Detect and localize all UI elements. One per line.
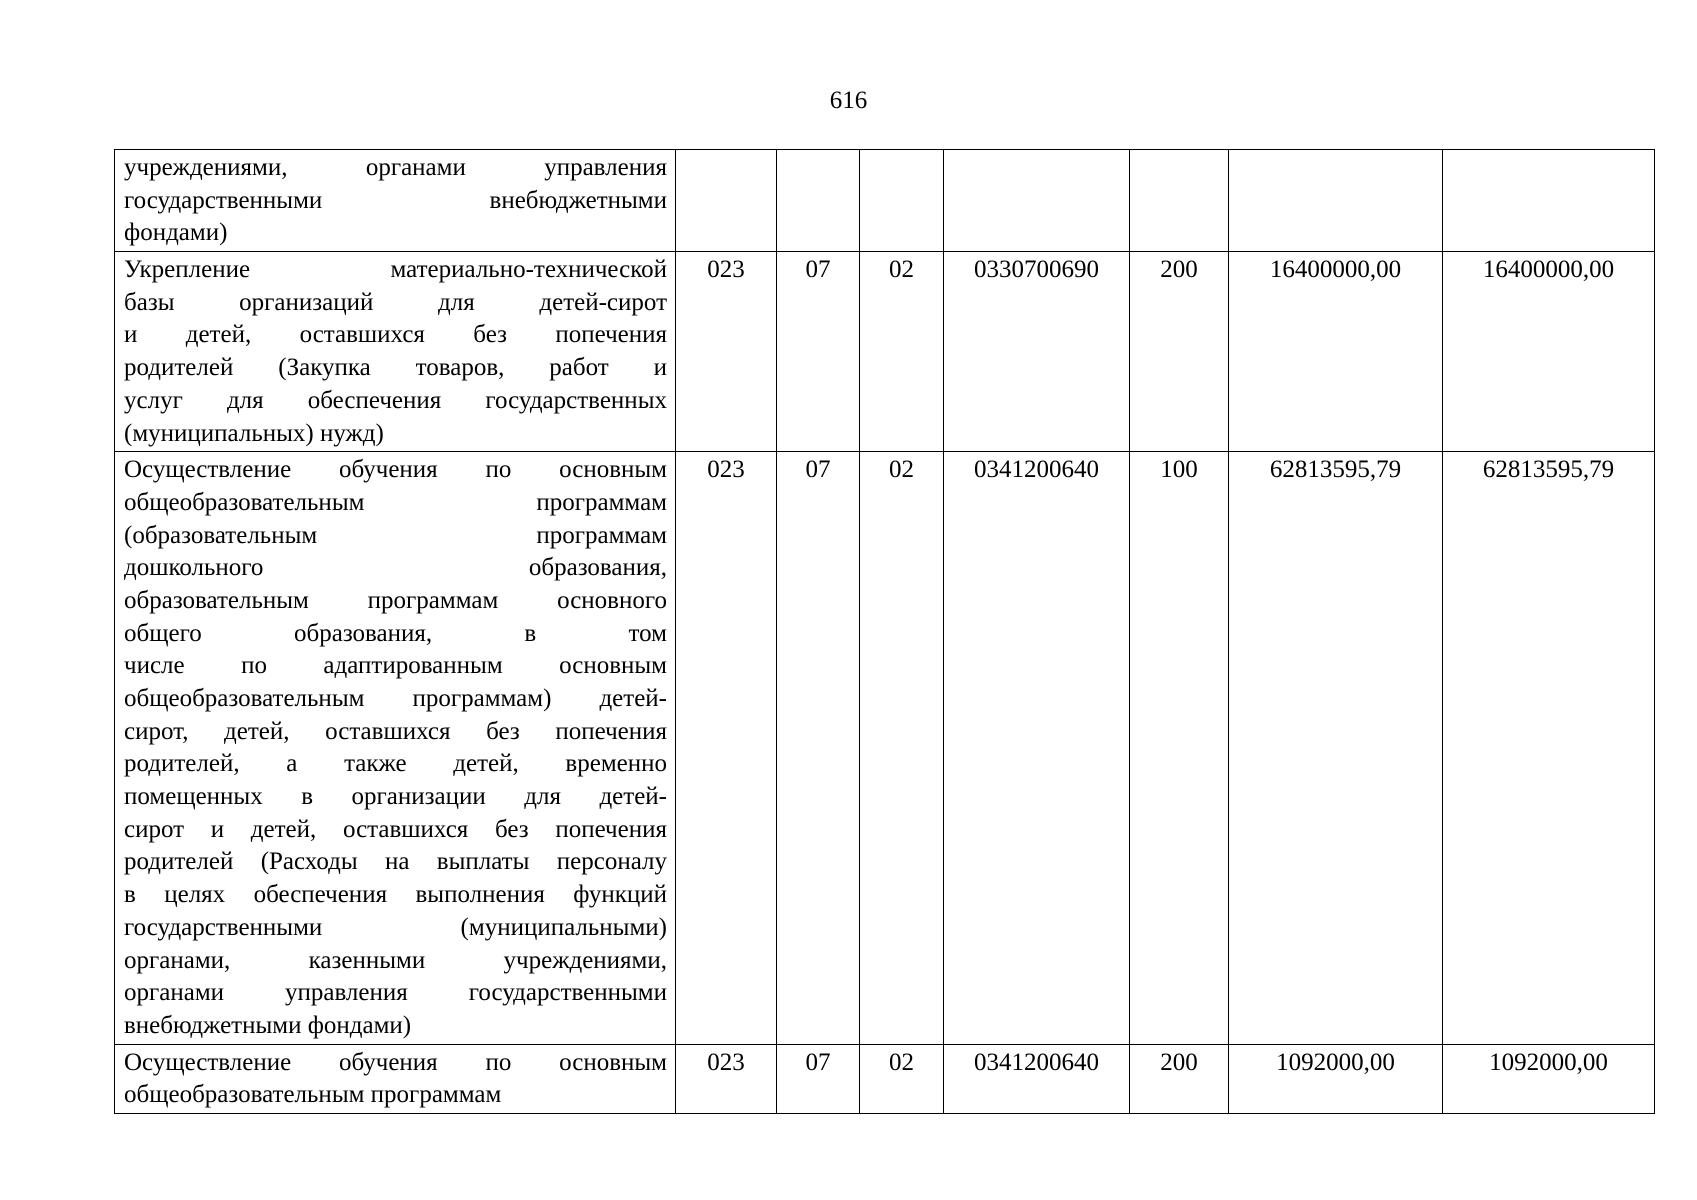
description-line: государственными внебюджетными (124, 186, 667, 214)
description-line: (муниципальных) нужд) (124, 419, 384, 447)
description-line: родителей (Закупка товаров, работ и (124, 354, 667, 382)
expense-description-cell (115, 452, 676, 1044)
description-line: органами управления государственными (124, 979, 667, 1007)
description-line: дошкольного образования, (124, 554, 667, 582)
description-line: базы организаций для детей-сирот (124, 288, 667, 316)
description-line: числе по адаптированным основным (124, 652, 667, 680)
description-line: Осуществление обучения по основным (124, 1048, 667, 1076)
budget-table (114, 149, 1655, 1114)
table-row (115, 452, 1655, 1044)
page-number: 616 (829, 87, 868, 114)
grbs-code-cell (676, 150, 777, 252)
expense-description-cell (115, 1044, 676, 1113)
section-code-cell: 07 (777, 452, 860, 1044)
amount-year-2-cell: 16400000,00 (1443, 252, 1655, 452)
description-line: сирот и детей, оставшихся без попечения (124, 815, 667, 843)
description-line: общеобразовательным программам (124, 488, 667, 516)
target-article-cell: 0341200640 (944, 1044, 1130, 1113)
grbs-code-cell: 023 (676, 452, 777, 1044)
description-line: и детей, оставшихся без попечения (124, 321, 667, 349)
description-line: родителей, а также детей, временно (124, 750, 667, 778)
table-row (115, 252, 1655, 452)
description-line: Осуществление обучения по основным (124, 456, 667, 484)
description-line: образовательным программам основного (124, 586, 667, 614)
expense-type-cell: 200 (1130, 252, 1229, 452)
expense-type-cell: 100 (1130, 452, 1229, 1044)
grbs-code-cell: 023 (676, 1044, 777, 1113)
description-line: в целях обеспечения выполнения функций (124, 881, 667, 909)
section-code-cell (777, 150, 860, 252)
amount-year-2-cell: 62813595,79 (1443, 452, 1655, 1044)
expense-type-cell: 200 (1130, 1044, 1229, 1113)
description-line: сирот, детей, оставшихся без попечения (124, 717, 667, 745)
amount-year-1-cell: 16400000,00 (1229, 252, 1443, 452)
description-line: государственными (муниципальными) (124, 913, 667, 941)
description-line: услуг для обеспечения государственных (124, 386, 667, 414)
amount-year-1-cell: 1092000,00 (1229, 1044, 1443, 1113)
amount-year-1-cell: 62813595,79 (1229, 452, 1443, 1044)
description-line: общеобразовательным программам) детей- (124, 685, 667, 712)
description-line: внебюджетными фондами) (124, 1011, 412, 1039)
amount-year-2-cell: 1092000,00 (1443, 1044, 1655, 1113)
target-article-cell (944, 150, 1130, 252)
description-line: общеобразовательным программам (124, 1081, 502, 1109)
amount-year-2-cell (1443, 150, 1655, 252)
description-line: органами, казенными учреждениями, (124, 946, 667, 974)
description-line: Укрепление материально-технической (124, 256, 667, 284)
subsection-code-cell: 02 (860, 252, 944, 452)
table-row (115, 1044, 1655, 1113)
target-article-cell: 0341200640 (944, 452, 1130, 1044)
subsection-code-cell: 02 (860, 452, 944, 1044)
description-line: фондами) (124, 219, 228, 247)
expense-description-cell (115, 150, 676, 252)
expense-description-cell (115, 252, 676, 452)
subsection-code-cell (860, 150, 944, 252)
description-line: учреждениями, органами управления (124, 154, 667, 181)
expense-type-cell (1130, 150, 1229, 252)
subsection-code-cell: 02 (860, 1044, 944, 1113)
amount-year-1-cell (1229, 150, 1443, 252)
section-code-cell: 07 (777, 252, 860, 452)
section-code-cell: 07 (777, 1044, 860, 1113)
description-line: общего образования, в том (124, 619, 667, 647)
description-line: родителей (Расходы на выплаты персоналу (124, 848, 667, 876)
table-row (115, 150, 1655, 252)
target-article-cell: 0330700690 (944, 252, 1130, 452)
grbs-code-cell: 023 (676, 252, 777, 452)
description-line: (образовательным программам (124, 521, 667, 549)
table-body (115, 150, 1655, 1114)
description-line: помещенных в организации для детей- (124, 783, 667, 811)
